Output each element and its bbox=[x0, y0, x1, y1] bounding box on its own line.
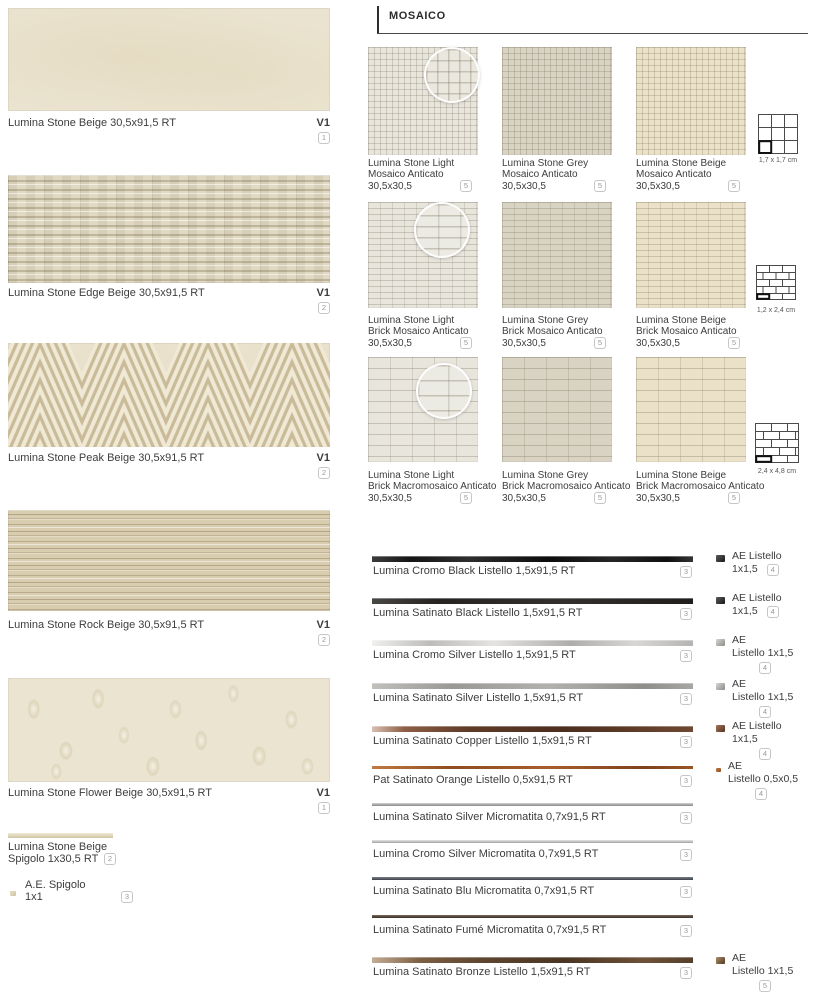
piece-count-badge: 3 bbox=[680, 608, 692, 620]
product-label: AE Listello bbox=[732, 720, 782, 732]
brick-size-icon bbox=[756, 265, 796, 300]
listello-row bbox=[373, 735, 692, 748]
listello-strip-cromo-silver bbox=[372, 640, 693, 646]
mosaic-swatch-beige bbox=[636, 47, 746, 155]
ae-accessory bbox=[716, 760, 806, 800]
product-size: Listello 1x1,5 bbox=[732, 965, 794, 977]
mosaic-label-block bbox=[502, 158, 642, 192]
size-caption: 1,2 x 2,4 cm bbox=[756, 307, 796, 314]
micromatita-strip-satinato-blu bbox=[372, 877, 693, 880]
product-label: Lumina Stone Flower Beige 30,5x91,5 RT bbox=[8, 787, 213, 799]
product-label: Brick Macromosaico Anticato bbox=[502, 481, 631, 492]
product-label: Lumina Satinato Blu Micromatita 0,7x91,5 RT bbox=[373, 885, 595, 897]
spigolo-strip-swatch bbox=[8, 833, 113, 838]
tile-swatch-peak-beige bbox=[8, 343, 330, 447]
color-chip-silver bbox=[716, 639, 725, 646]
ae-accessory bbox=[716, 634, 806, 674]
piece-count-badge: 3 bbox=[680, 650, 692, 662]
product-label: Lumina Satinato Silver Listello 1,5x91,5 RT bbox=[373, 692, 584, 704]
magnifier-detail bbox=[416, 363, 472, 419]
product-label: Brick Mosaico Anticato bbox=[368, 326, 469, 337]
color-chip-black bbox=[716, 555, 725, 562]
listello-row bbox=[373, 966, 692, 979]
listello-strip-satinato-silver bbox=[372, 683, 693, 689]
product-label: Pat Satinato Orange Listello 0,5x91,5 RT bbox=[373, 774, 573, 786]
piece-count-badge: 3 bbox=[680, 812, 692, 824]
product-size: 30,5x30,5 bbox=[502, 180, 546, 192]
product-size: 30,5x30,5 bbox=[368, 180, 412, 192]
ae-spigolo-block bbox=[10, 879, 130, 903]
tile-swatch-rock-beige bbox=[8, 510, 330, 611]
product-label: Lumina Stone Light bbox=[368, 470, 455, 481]
piece-count-badge: 2 bbox=[318, 467, 330, 479]
piece-count-badge: 4 bbox=[767, 564, 779, 576]
product-label: Lumina Stone Peak Beige 30,5x91,5 RT bbox=[8, 452, 205, 464]
product-size: 1x1,5 bbox=[732, 733, 758, 745]
product-label: Lumina Stone Beige 30,5x91,5 RT bbox=[8, 117, 176, 129]
macrobrick-size-icon bbox=[755, 423, 799, 463]
spigolo-label-block bbox=[8, 841, 116, 865]
product-label: Lumina Stone Beige bbox=[636, 158, 727, 169]
listello-row bbox=[373, 811, 692, 824]
product-label: Lumina Satinato Black Listello 1,5x91,5 RT bbox=[373, 607, 583, 619]
product-size: 30,5x30,5 bbox=[636, 492, 680, 504]
product-label: Mosaico Anticato bbox=[636, 169, 712, 180]
product-label: AE bbox=[728, 760, 743, 772]
product-size: Listello 1x1,5 bbox=[732, 647, 794, 659]
listello-row bbox=[373, 774, 692, 787]
product-label: Lumina Stone Beige bbox=[8, 841, 108, 853]
product-size: 30,5x30,5 bbox=[636, 337, 680, 349]
product-label: Brick Mosaico Anticato bbox=[636, 326, 737, 337]
mosaic-swatch-light bbox=[368, 47, 478, 155]
product-row bbox=[8, 619, 330, 646]
section-divider bbox=[377, 33, 808, 34]
shade-variation-label: V1 bbox=[316, 117, 330, 129]
piece-count-badge: 4 bbox=[759, 748, 771, 760]
piece-count-badge: 3 bbox=[121, 891, 133, 903]
piece-count-badge: 5 bbox=[460, 337, 472, 349]
piece-count-badge: 5 bbox=[594, 492, 606, 504]
product-label: 1x1 bbox=[25, 891, 43, 903]
product-label: Brick Mosaico Anticato bbox=[502, 326, 603, 337]
mosaic-swatch-beige-brick bbox=[636, 202, 746, 308]
piece-count-badge: 1 bbox=[318, 802, 330, 814]
product-label: AE bbox=[732, 952, 747, 964]
ae-accessory bbox=[716, 678, 806, 718]
mosaic-label-block bbox=[368, 470, 508, 504]
product-row bbox=[8, 287, 330, 314]
piece-count-badge: 2 bbox=[318, 302, 330, 314]
piece-count-badge: 3 bbox=[680, 693, 692, 705]
piece-count-badge: 1 bbox=[318, 132, 330, 144]
mosaic-swatch-beige-macrobrick bbox=[636, 357, 746, 462]
piece-count-badge: 4 bbox=[759, 662, 771, 674]
product-size: 1x1,5 bbox=[732, 563, 758, 575]
micromatita-strip-cromo-silver bbox=[372, 840, 693, 843]
piece-count-badge: 2 bbox=[104, 853, 116, 865]
product-label: Lumina Satinato Bronze Listello 1,5x91,5 RT bbox=[373, 966, 591, 978]
product-label: Spigolo 1x30,5 RT bbox=[8, 853, 99, 865]
shade-variation-label: V1 bbox=[316, 619, 330, 631]
product-label: Brick Macromosaico Anticato bbox=[368, 481, 497, 492]
product-label: Lumina Satinato Fumé Micromatita 0,7x91,5 RT bbox=[373, 924, 607, 936]
listello-strip-satinato-bronze bbox=[372, 957, 693, 963]
mosaic-label-block bbox=[502, 315, 642, 349]
listello-row bbox=[373, 924, 692, 937]
piece-count-badge: 3 bbox=[680, 775, 692, 787]
product-label: Lumina Stone Grey bbox=[502, 158, 589, 169]
listello-row bbox=[373, 649, 692, 662]
tile-swatch-edge-beige bbox=[8, 175, 330, 283]
product-size: 30,5x30,5 bbox=[502, 337, 546, 349]
mosaic-swatch-light-brick bbox=[368, 202, 478, 308]
color-chip-beige bbox=[10, 891, 16, 896]
listello-row bbox=[373, 607, 692, 620]
piece-count-badge: 3 bbox=[680, 886, 692, 898]
chevron-texture bbox=[8, 343, 330, 447]
product-label: Lumina Stone Rock Beige 30,5x91,5 RT bbox=[8, 619, 205, 631]
piece-count-badge: 4 bbox=[767, 606, 779, 618]
piece-count-badge: 2 bbox=[318, 634, 330, 646]
listello-strip-cromo-black bbox=[372, 556, 693, 562]
ae-accessory bbox=[716, 952, 806, 992]
product-label: AE Listello bbox=[732, 550, 782, 562]
piece-count-badge: 5 bbox=[728, 180, 740, 192]
piece-count-badge: 3 bbox=[680, 925, 692, 937]
shade-variation-label: V1 bbox=[316, 287, 330, 299]
product-size: 30,5x30,5 bbox=[636, 180, 680, 192]
mosaic-label-block bbox=[636, 470, 776, 504]
piece-count-badge: 3 bbox=[680, 566, 692, 578]
listello-row bbox=[373, 692, 692, 705]
product-label: Lumina Stone Grey bbox=[502, 315, 589, 326]
listello-strip-satinato-orange bbox=[372, 766, 693, 769]
listello-strip-satinato-black bbox=[372, 598, 693, 604]
magnifier-detail bbox=[424, 47, 480, 103]
color-chip-bronze bbox=[716, 957, 725, 964]
piece-count-badge: 3 bbox=[680, 849, 692, 861]
ae-accessory bbox=[716, 550, 806, 576]
piece-count-badge: 4 bbox=[759, 706, 771, 718]
product-size: 30,5x30,5 bbox=[368, 337, 412, 349]
piece-count-badge: 4 bbox=[755, 788, 767, 800]
product-label: Lumina Stone Beige bbox=[636, 315, 727, 326]
listello-row bbox=[373, 885, 692, 898]
piece-count-badge: 5 bbox=[728, 337, 740, 349]
mosaic-swatch-light-macrobrick bbox=[368, 357, 478, 462]
piece-count-badge: 5 bbox=[460, 492, 472, 504]
product-row bbox=[8, 117, 330, 144]
product-label: Mosaico Anticato bbox=[502, 169, 578, 180]
color-chip-silver bbox=[716, 683, 725, 690]
listello-strip-satinato-copper bbox=[372, 726, 693, 732]
piece-count-badge: 5 bbox=[594, 337, 606, 349]
tile-swatch-flower-beige bbox=[8, 678, 330, 782]
piece-count-badge: 5 bbox=[728, 492, 740, 504]
tile-swatch-beige bbox=[8, 8, 330, 111]
piece-count-badge: 3 bbox=[680, 736, 692, 748]
mosaic-label-block bbox=[636, 315, 776, 349]
product-label: Lumina Stone Grey bbox=[502, 470, 589, 481]
shade-variation-label: V1 bbox=[316, 452, 330, 464]
product-label: A.E. Spigolo bbox=[25, 879, 86, 891]
product-label: Lumina Satinato Copper Listello 1,5x91,5 RT bbox=[373, 735, 592, 747]
piece-count-badge: 3 bbox=[680, 967, 692, 979]
mosaic-size-icon bbox=[758, 114, 798, 154]
piece-count-badge: 5 bbox=[460, 180, 472, 192]
ae-accessory bbox=[716, 720, 806, 760]
mosaic-swatch-grey-macrobrick bbox=[502, 357, 612, 462]
micromatita-strip-satinato-fume bbox=[372, 915, 693, 918]
product-row bbox=[8, 452, 330, 479]
product-label: Lumina Cromo Black Listello 1,5x91,5 RT bbox=[373, 565, 576, 577]
mosaic-label-block bbox=[368, 315, 508, 349]
product-size: 1x1,5 bbox=[732, 605, 758, 617]
color-chip-copper bbox=[716, 725, 725, 732]
piece-count-badge: 5 bbox=[759, 980, 771, 992]
product-size: 30,5x30,5 bbox=[502, 492, 546, 504]
listello-row bbox=[373, 848, 692, 861]
product-label: Lumina Stone Light bbox=[368, 158, 455, 169]
product-size: 30,5x30,5 bbox=[368, 492, 412, 504]
product-label: AE bbox=[732, 634, 747, 646]
color-chip-black bbox=[716, 597, 725, 604]
listello-row bbox=[373, 565, 692, 578]
mosaic-label-block bbox=[368, 158, 508, 192]
product-label: Lumina Stone Edge Beige 30,5x91,5 RT bbox=[8, 287, 205, 299]
piece-count-badge: 5 bbox=[594, 180, 606, 192]
product-size: Listello 1x1,5 bbox=[732, 691, 794, 703]
shade-variation-label: V1 bbox=[316, 787, 330, 799]
magnifier-detail bbox=[414, 202, 470, 258]
section-accent-bar bbox=[377, 6, 379, 33]
product-label: Brick Macromosaico Anticato bbox=[636, 481, 765, 492]
product-label: Lumina Stone Light bbox=[368, 315, 455, 326]
size-caption: 1,7 x 1,7 cm bbox=[758, 157, 798, 164]
product-label: AE bbox=[732, 678, 747, 690]
mosaic-swatch-grey-brick bbox=[502, 202, 612, 308]
micromatita-strip-satinato-silver bbox=[372, 803, 693, 806]
product-label: Lumina Stone Beige bbox=[636, 470, 727, 481]
product-label: Mosaico Anticato bbox=[368, 169, 444, 180]
color-chip-orange bbox=[716, 768, 721, 772]
product-size: Listello 0,5x0,5 bbox=[728, 773, 799, 785]
product-label: Lumina Cromo Silver Listello 1,5x91,5 RT bbox=[373, 649, 576, 661]
mosaic-label-block bbox=[502, 470, 642, 504]
product-label: Lumina Satinato Silver Micromatita 0,7x91,5 RT bbox=[373, 811, 606, 823]
section-title: MOSAICO bbox=[389, 10, 446, 22]
ae-accessory bbox=[716, 592, 806, 618]
product-row bbox=[8, 787, 330, 814]
product-label: AE Listello bbox=[732, 592, 782, 604]
size-caption: 2,4 x 4,8 cm bbox=[757, 468, 797, 475]
product-label: Lumina Cromo Silver Micromatita 0,7x91,5 RT bbox=[373, 848, 599, 860]
mosaic-swatch-grey bbox=[502, 47, 612, 155]
